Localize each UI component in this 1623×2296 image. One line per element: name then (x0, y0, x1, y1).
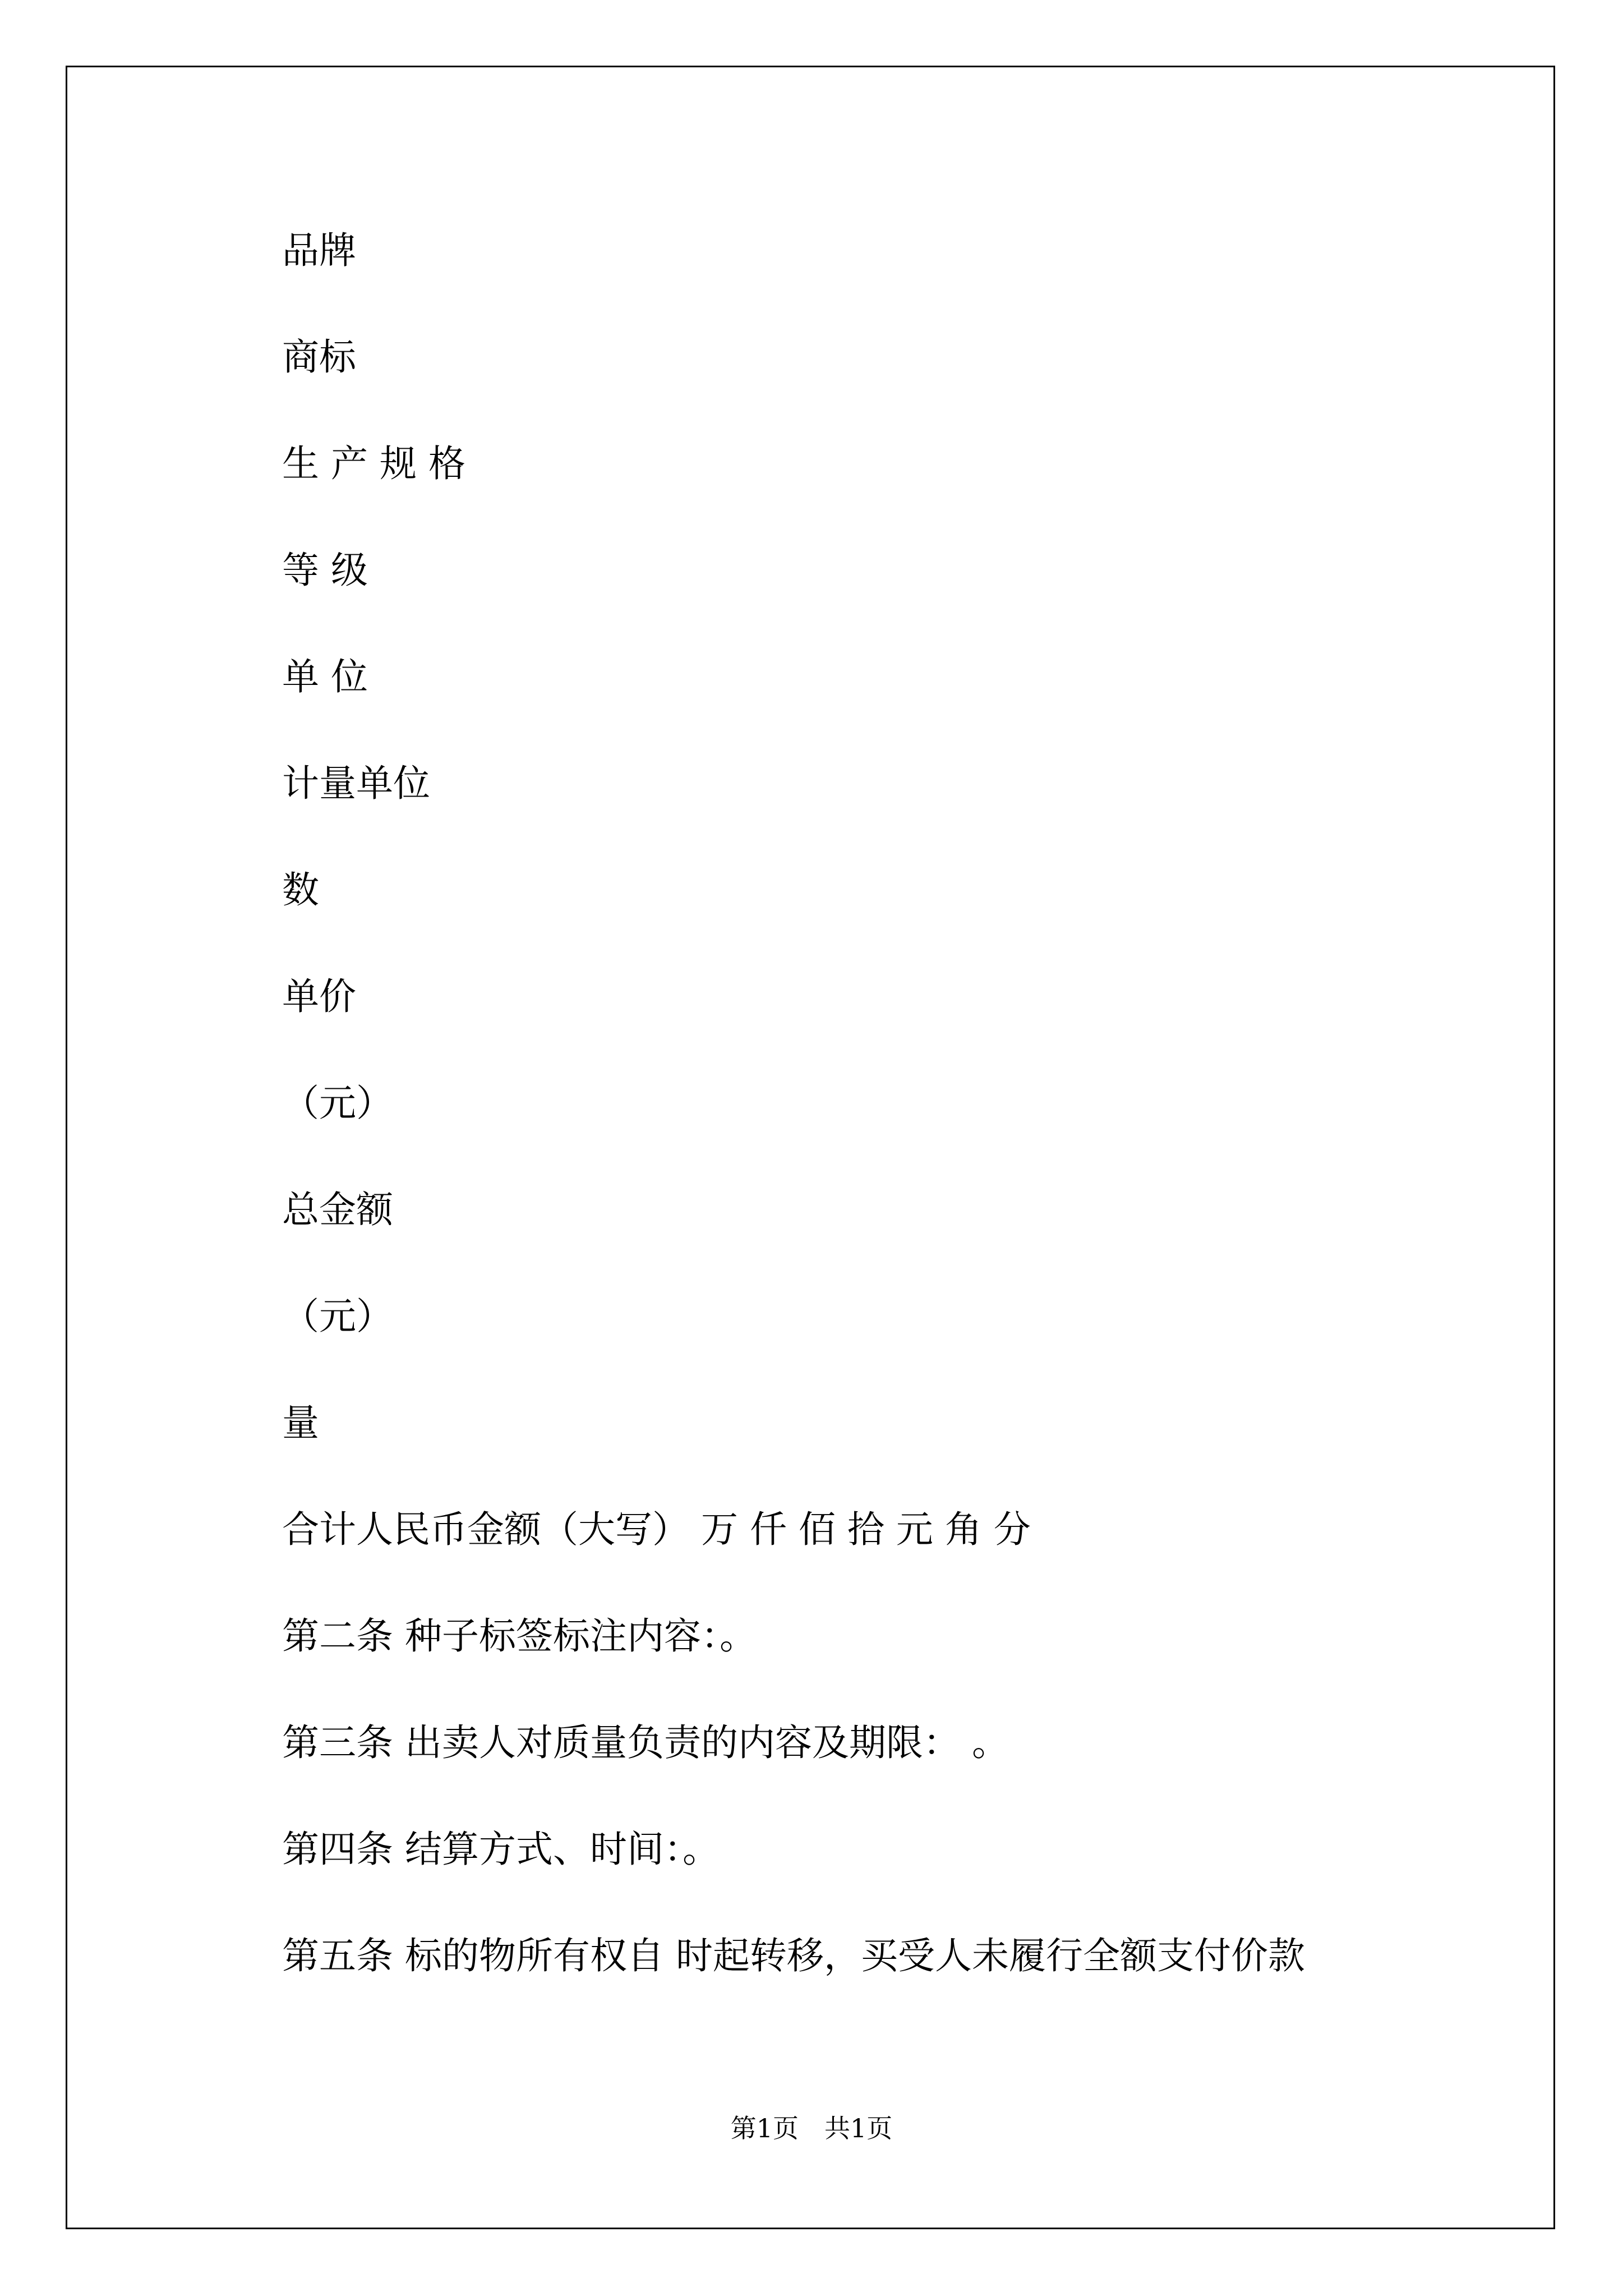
doc-line-total-amount: 总金额 (282, 1188, 393, 1231)
doc-line-trademark: 商标 (282, 335, 356, 379)
doc-line-unit: 单 位 (282, 655, 368, 698)
doc-line-quantity-2: 量 (282, 1401, 319, 1444)
doc-line-total-rmb: 合计人民币金额（大写） 万 仟 佰 拾 元 角 分 (282, 1508, 1031, 1551)
doc-line-article-4: 第四条 结算方式、时间：。 (282, 1828, 720, 1871)
page-border (66, 66, 1555, 2229)
doc-line-article-2: 第二条 种子标签标注内容：。 (282, 1614, 757, 1658)
page-footer: 第1页 共1页 (730, 2113, 893, 2143)
doc-line-article-3: 第三条 出卖人对质量负责的内容及期限： 。 (282, 1721, 1009, 1764)
doc-line-yuan-2: （元） (282, 1295, 393, 1338)
doc-line-article-5: 第五条 标的物所有权自 时起转移，买受人未履行全额支付价款 (282, 1934, 1305, 1977)
doc-line-quantity-1: 数 (282, 868, 319, 912)
doc-line-brand: 品牌 (282, 229, 356, 272)
doc-line-yuan-1: （元） (282, 1082, 393, 1125)
doc-line-grade: 等 级 (282, 549, 368, 592)
doc-line-unit-price: 单价 (282, 975, 356, 1018)
doc-line-measure-unit: 计量单位 (282, 762, 430, 805)
doc-line-spec: 生 产 规 格 (282, 442, 465, 485)
